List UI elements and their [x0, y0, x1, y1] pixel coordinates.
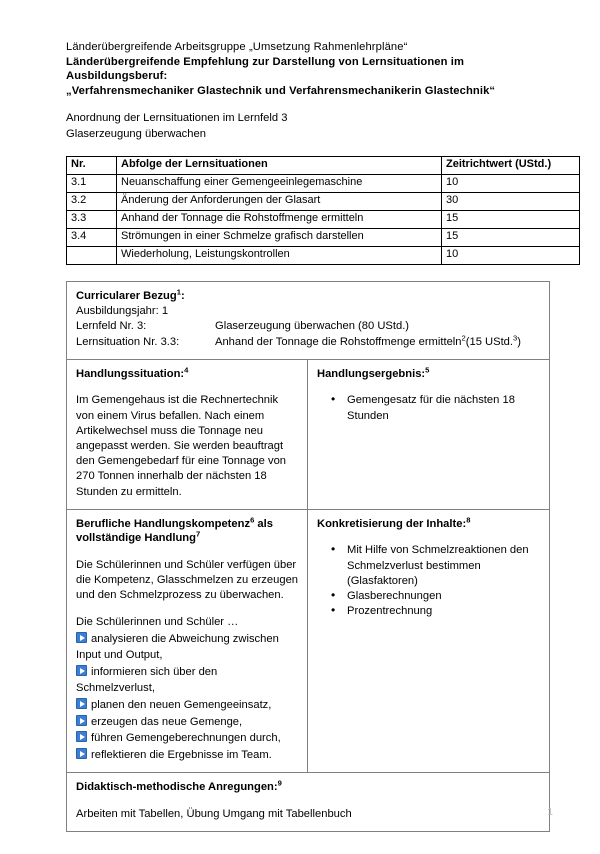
- footnote-marker-3: 3: [513, 332, 518, 342]
- handlungskompetenz-spacer-1: [76, 546, 298, 558]
- step-item: [76, 697, 298, 714]
- section-curricularer-bezug: [67, 282, 549, 359]
- konkretisierung-title: [317, 517, 540, 532]
- cell-nr: [67, 247, 117, 265]
- step-text: analysieren die Abweichung zwischen Input und Output,: [76, 632, 279, 662]
- curricularer-bezug-title: [76, 289, 540, 304]
- table-row: [67, 175, 580, 193]
- curricular-lernsituation-hours-open: (15 UStd.: [465, 335, 514, 348]
- intro-line-arrangement: Anordnung der Lernsituationen im Lernfeld 3: [66, 112, 288, 125]
- cell-nr: 3.1: [67, 175, 117, 193]
- cell-nr: 3.4: [67, 229, 117, 247]
- curricular-lernsituation-value-group: [215, 332, 540, 350]
- section-kompetenz-inhalte-row: [67, 510, 549, 774]
- handlungsergebnis-title-text: Handlungsergebnis:: [317, 367, 426, 380]
- cell-nr: 3.2: [67, 193, 117, 211]
- cell-hours: 10: [442, 247, 580, 265]
- handlungsergebnis-title: [317, 367, 540, 382]
- handlungssituation-text: Im Gemengehaus ist die Rechnertechnik von einem Virus befallen. Nach einem Artikelwechsel muss die Tonnage neu angepasst werden. Sie werden beauftragt den Gemengebedarf für eine Tonnage von 270 Tonnen innerhalb der nächsten 18 Stunden zu ermitteln.: [76, 394, 287, 498]
- step-text: planen den neuen Gemengeeinsatz,: [91, 699, 272, 712]
- section-situation-result-row: [67, 360, 549, 510]
- cell-hours: 15: [442, 211, 580, 229]
- handlungskompetenz-title-part1: Berufliche Handlungskompetenz: [76, 517, 251, 530]
- play-arrow-icon: [76, 731, 87, 742]
- section-didaktisch: [67, 773, 549, 831]
- curricular-lernsituation-label: Lernsituation Nr. 3.3:: [76, 335, 180, 348]
- handlungskompetenz-title: [76, 517, 298, 546]
- curricularer-bezug-title-colon: :: [180, 290, 185, 303]
- didaktisch-title-text: Didaktisch-methodische Anregungen:: [76, 781, 278, 794]
- step-item: [76, 730, 298, 747]
- handlungskompetenz-spacer-2: [76, 603, 298, 615]
- footnote-marker-8: 8: [466, 515, 471, 525]
- header-line-profession: „Verfahrensmechaniker Glastechnik und Verfahrensmechanikerin Glastechnik“: [66, 84, 496, 97]
- handlungskompetenz-list-lead: Die Schülerinnen und Schüler …: [76, 616, 239, 629]
- cell-hours: 15: [442, 229, 580, 247]
- cell-title: Anhand der Tonnage die Rohstoffmenge ermitteln: [117, 211, 442, 229]
- curricular-lernfeld-value: Glaserzeugung überwachen (80 UStd.): [215, 320, 410, 333]
- step-text: führen Gemengeberechnungen durch,: [91, 732, 281, 745]
- curricular-lernsituation-value: Anhand der Tonnage die Rohstoffmenge ermitteln: [215, 335, 462, 348]
- header-spacer: [66, 98, 552, 111]
- document-content: [66, 40, 552, 832]
- konkretisierung-title-text: Konkretisierung der Inhalte:: [317, 517, 467, 530]
- step-item: [76, 714, 298, 731]
- section-handlungssituation: [67, 360, 308, 509]
- cell-title: Strömungen in einer Schmelze grafisch darstellen: [117, 229, 442, 247]
- header-line-title-2: Ausbildungsberuf:: [66, 70, 168, 83]
- footnote-marker-5: 5: [425, 365, 430, 375]
- list-item: • Mit Hilfe von Schmelzreaktionen den Schmelzverlust bestimmen (Glasfaktoren): [347, 543, 540, 589]
- cell-nr: 3.3: [67, 211, 117, 229]
- footnote-marker-6: 6: [250, 515, 255, 525]
- handlungssituation-title-text: Handlungssituation:: [76, 367, 185, 380]
- play-arrow-icon: [76, 665, 87, 676]
- cell-title: Wiederholung, Leistungskontrollen: [117, 247, 442, 265]
- curricular-lernsituation-hours-close: ): [517, 335, 521, 348]
- play-arrow-icon: [76, 698, 87, 709]
- handlungskompetenz-intro: Die Schülerinnen und Schüler verfügen über die Kompetenz, Glasschmelzen zu erzeugen und den Schmelzprozess zu überwachen.: [76, 558, 299, 602]
- section-curricularer-bezug-row: [67, 282, 549, 360]
- cell-title: Änderung der Anforderungen der Glasart: [117, 193, 442, 211]
- footnote-marker-1: 1: [176, 287, 181, 297]
- curricular-lernsituation: [76, 332, 540, 350]
- intro-line-lernfeld: Glaserzeugung überwachen: [66, 127, 206, 140]
- handlungskompetenz-steps: [76, 631, 298, 764]
- step-text: informieren sich über den Schmelzverlust,: [76, 665, 218, 695]
- cell-title: Neuanschaffung einer Gemengeeinlegemaschine: [117, 175, 442, 193]
- header-line-title-1: Länderübergreifende Empfehlung zur Darstellung von Lernsituationen im: [66, 55, 465, 68]
- curricular-lernfeld-label: Lernfeld Nr. 3:: [76, 320, 147, 333]
- table-row: [67, 247, 580, 265]
- column-header-abfolge: Abfolge der Lernsituationen: [117, 157, 442, 175]
- curricular-lernfeld: [76, 319, 540, 334]
- handlungsergebnis-list: [317, 393, 540, 423]
- didaktisch-text: Arbeiten mit Tabellen, Übung Umgang mit Tabellenbuch: [76, 807, 352, 820]
- handlungssituation-title: [76, 367, 298, 382]
- konkretisierung-list: [317, 543, 540, 619]
- section-didaktisch-row: [67, 773, 549, 831]
- play-arrow-icon: [76, 632, 87, 643]
- lernsituation-detail-box: [66, 281, 550, 832]
- step-text: erzeugen das neue Gemenge,: [91, 715, 243, 728]
- didaktisch-title: [76, 780, 540, 795]
- footnote-marker-2: 2: [461, 332, 466, 342]
- step-item: [76, 631, 298, 664]
- step-item: [76, 747, 298, 764]
- curricular-ausbildungsjahr: [76, 304, 540, 319]
- section-handlungskompetenz: [67, 510, 308, 773]
- didaktisch-spacer: [76, 795, 540, 807]
- section-handlungsergebnis: [308, 360, 549, 509]
- cell-hours: 10: [442, 175, 580, 193]
- handlungssituation-spacer: [76, 381, 298, 393]
- table-row: [67, 193, 580, 211]
- table-row: [67, 229, 580, 247]
- footnote-marker-4: 4: [184, 365, 189, 375]
- list-item: • Glasberechnungen: [347, 589, 540, 604]
- step-text: reflektieren die Ergebnisse im Team.: [91, 748, 272, 761]
- cell-hours: 30: [442, 193, 580, 211]
- play-arrow-icon: [76, 715, 87, 726]
- step-item: [76, 664, 298, 697]
- footnote-marker-9: 9: [277, 778, 282, 788]
- section-konkretisierung: [308, 510, 549, 773]
- table-header-row: [67, 157, 580, 175]
- lernsituationen-overview-table: [66, 156, 580, 265]
- list-item: • Prozentrechnung: [347, 604, 540, 619]
- column-header-zeitrichtwert: Zeitrichtwert (UStd.): [442, 157, 580, 175]
- curricularer-bezug-title-text: Curricularer Bezug: [76, 290, 177, 303]
- column-header-nr: Nr.: [67, 157, 117, 175]
- table-row: [67, 211, 580, 229]
- play-arrow-icon: [76, 748, 87, 759]
- curricular-ausbildungsjahr-text: Ausbildungsjahr: 1: [76, 304, 169, 317]
- page-number: 1: [547, 806, 553, 818]
- footnote-marker-7: 7: [195, 529, 201, 539]
- handlungskompetenz-title-part2: als vollständige Handlung: [76, 517, 273, 545]
- list-item: • Gemengesatz für die nächsten 18 Stunden: [347, 393, 540, 423]
- header-line-organisation: Länderübergreifende Arbeitsgruppe „Umsetzung Rahmenlehrpläne“: [66, 41, 408, 53]
- document-header: [66, 40, 552, 142]
